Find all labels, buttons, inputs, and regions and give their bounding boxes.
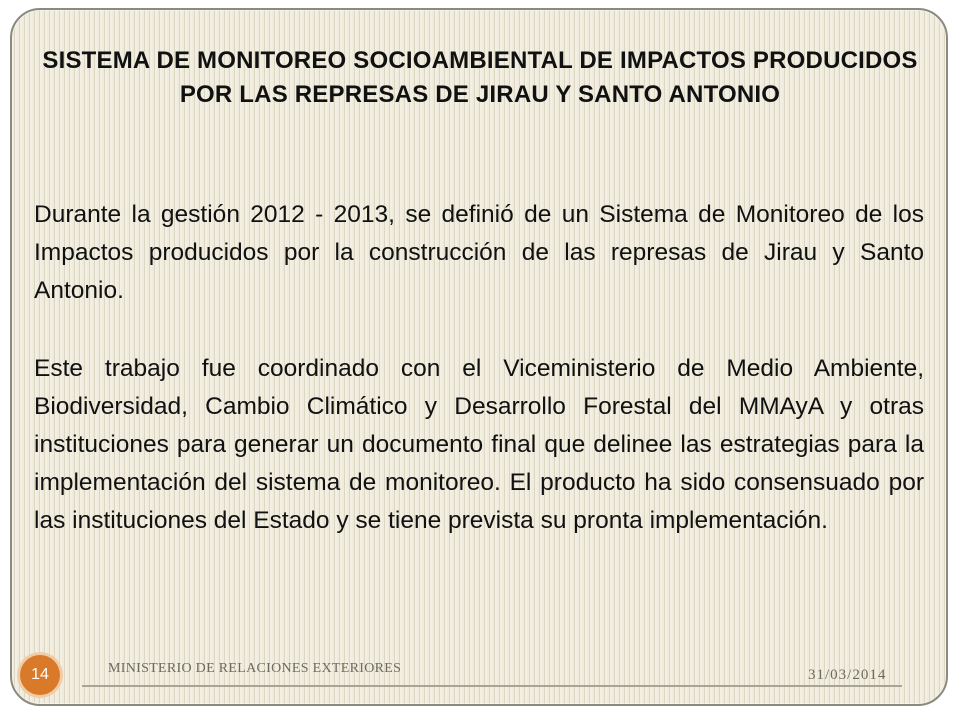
- paragraph-coordinacion: Este trabajo fue coordinado con el Viceministerio de Medio Ambiente, Biodiversidad, Cambio Climático y Desarrollo Forestal del MMAyA y otras instituciones para generar un documento final que delinee las estrategias para la implementación del sistema de monitoreo. El producto ha sido consensuado por las instituciones del Estado y se tiene prevista su pronta implementación.: [34, 355, 924, 534]
- slide-title: SISTEMA DE MONITOREO SOCIOAMBIENTAL DE IMPACTOS PRODUCIDOS POR LAS REPRESAS DE JIRAU Y SANTO ANTONIO: [42, 47, 918, 108]
- page-number-badge: 14: [20, 655, 60, 695]
- footer-date: 31/03/2014: [808, 667, 887, 683]
- footer-divider: [82, 685, 902, 687]
- footer-organization: MINISTERIO DE RELACIONES EXTERIORES: [108, 661, 402, 676]
- paragraph-gestion: Durante la gestión 2012 - 2013, se definió de un Sistema de Monitoreo de los Impactos producidos por la construcción de las represas de Jirau y Santo Antonio.: [34, 201, 924, 304]
